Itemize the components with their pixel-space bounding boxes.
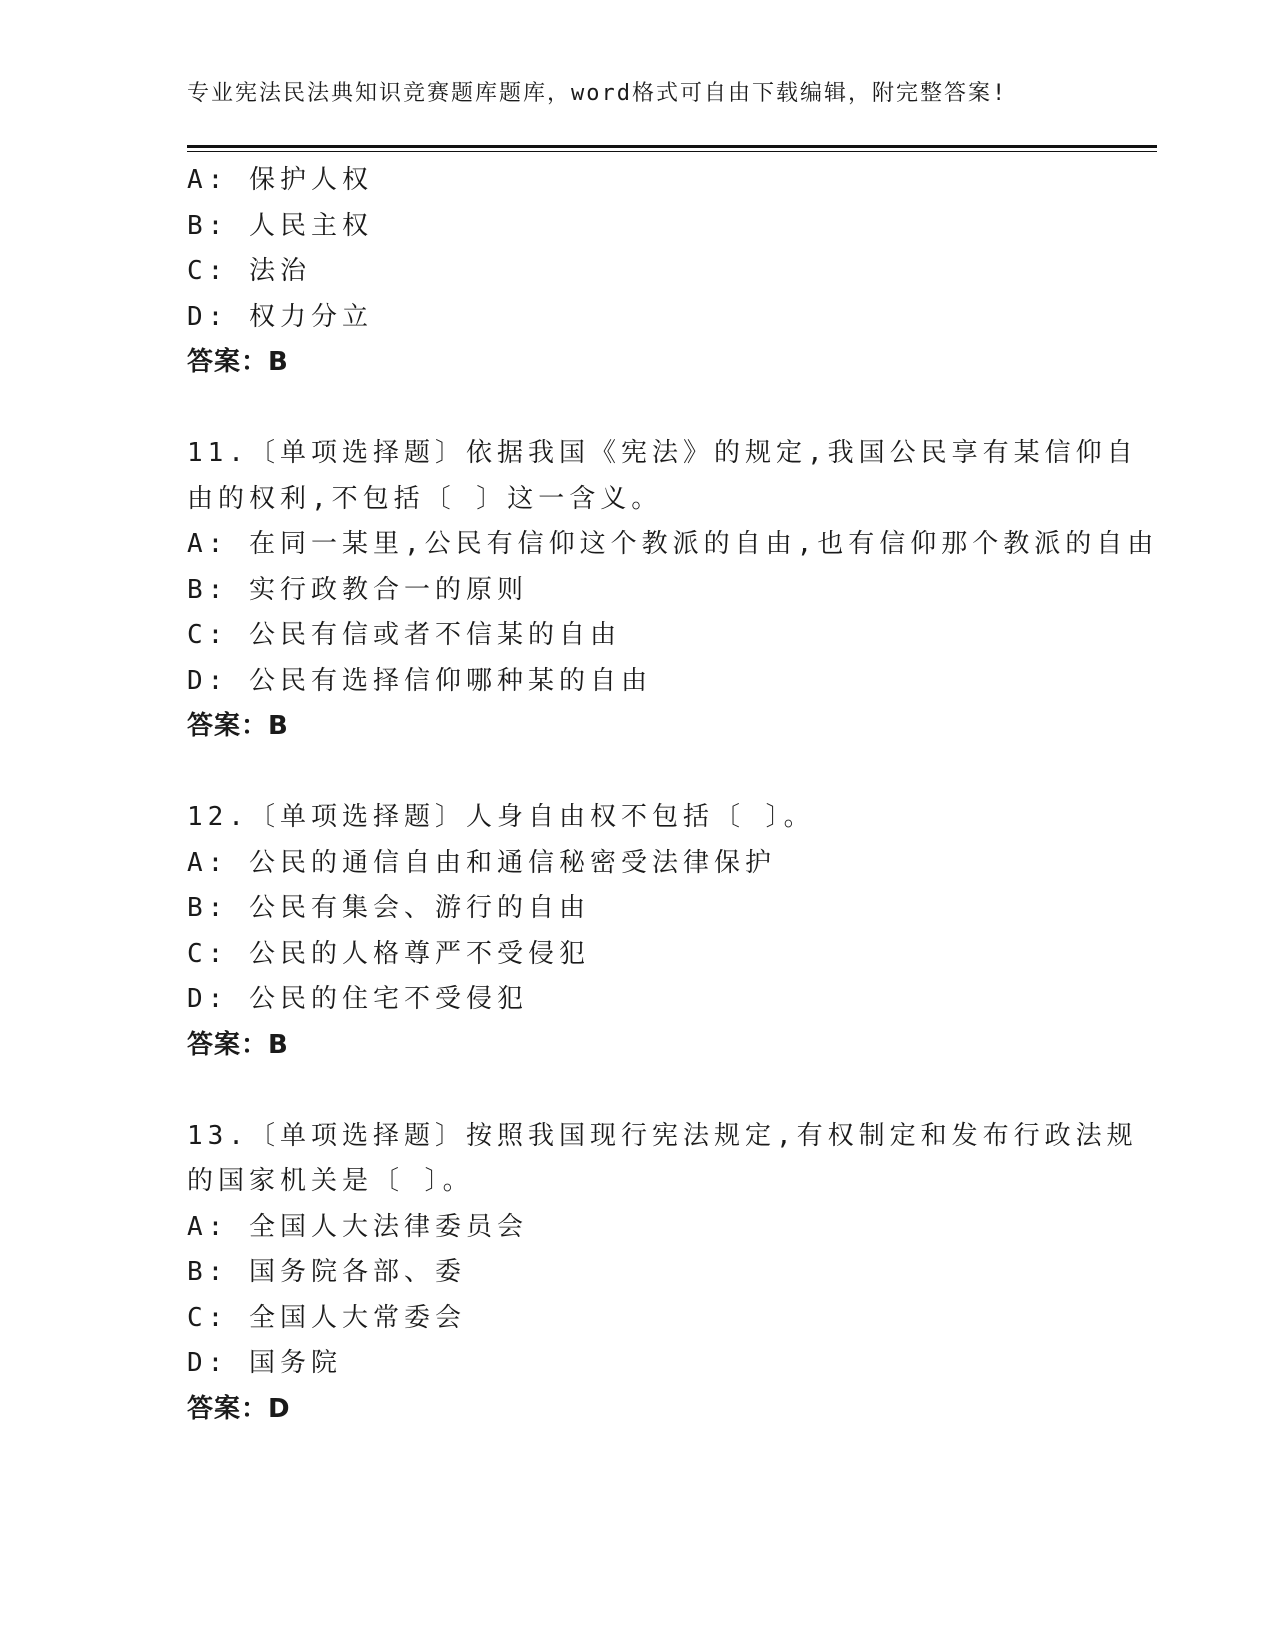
page-header: 专业宪法民法典知识竞赛题库题库，word格式可自由下载编辑，附完整答案!: [187, 81, 1008, 106]
option-b: B: 实行政教合一的原则: [187, 574, 528, 605]
option-b: B: 公民有集会、游行的自由: [187, 893, 590, 923]
question-block-10-tail: [187, 158, 1087, 386]
question-content: [187, 158, 1159, 1432]
spacer: [187, 386, 1087, 432]
option-a: A: 公民的通信自由和通信秘密受法律保护: [187, 847, 776, 878]
option-d: D: 权力分立: [187, 301, 373, 332]
question-block-13: [187, 1114, 1138, 1433]
spacer: [187, 1068, 1087, 1114]
header-rule-thick: [187, 145, 1157, 148]
question-block-12: [187, 795, 1087, 1068]
option-d: D: 公民有选择信仰哪种某的自由: [187, 665, 652, 696]
answer-line: 答案：B: [187, 347, 289, 377]
spacer: [187, 750, 1087, 796]
option-d: D: 国务院: [187, 1348, 342, 1378]
answer-line: 答案：B: [187, 1029, 289, 1060]
option-c: C: 公民有信或者不信某的自由: [187, 620, 621, 650]
option-a: A: 在同一某里,公民有信仰这个教派的自由,也有信仰那个教派的自由: [187, 529, 1159, 559]
question-text-line: 的国家机关是〔 〕。: [187, 1166, 474, 1196]
option-d: D: 公民的住宅不受侵犯: [187, 984, 528, 1014]
option-a: A: 全国人大法律委员会: [187, 1211, 528, 1242]
answer-line: 答案：D: [187, 1393, 291, 1424]
header-rule-thin: [187, 151, 1157, 152]
question-text-line: 12.〔单项选择题〕人身自由权不包括〔 〕。: [187, 802, 815, 832]
option-a: A: 保护人权: [187, 165, 373, 195]
option-c: C: 法治: [187, 256, 311, 286]
question-text-line: 11.〔单项选择题〕依据我国《宪法》的规定,我国公民享有某信仰自: [187, 438, 1138, 468]
option-b: B: 人民主权: [187, 210, 373, 241]
answer-line: 答案：B: [187, 711, 289, 741]
option-b: B: 国务院各部、委: [187, 1257, 466, 1287]
question-text-line: 由的权利,不包括〔 〕这一含义。: [187, 483, 663, 514]
question-text-line: 13.〔单项选择题〕按照我国现行宪法规定,有权制定和发布行政法规: [187, 1120, 1138, 1151]
option-c: C: 公民的人格尊严不受侵犯: [187, 938, 590, 969]
question-block-11: [187, 431, 1159, 750]
option-c: C: 全国人大常委会: [187, 1302, 466, 1333]
